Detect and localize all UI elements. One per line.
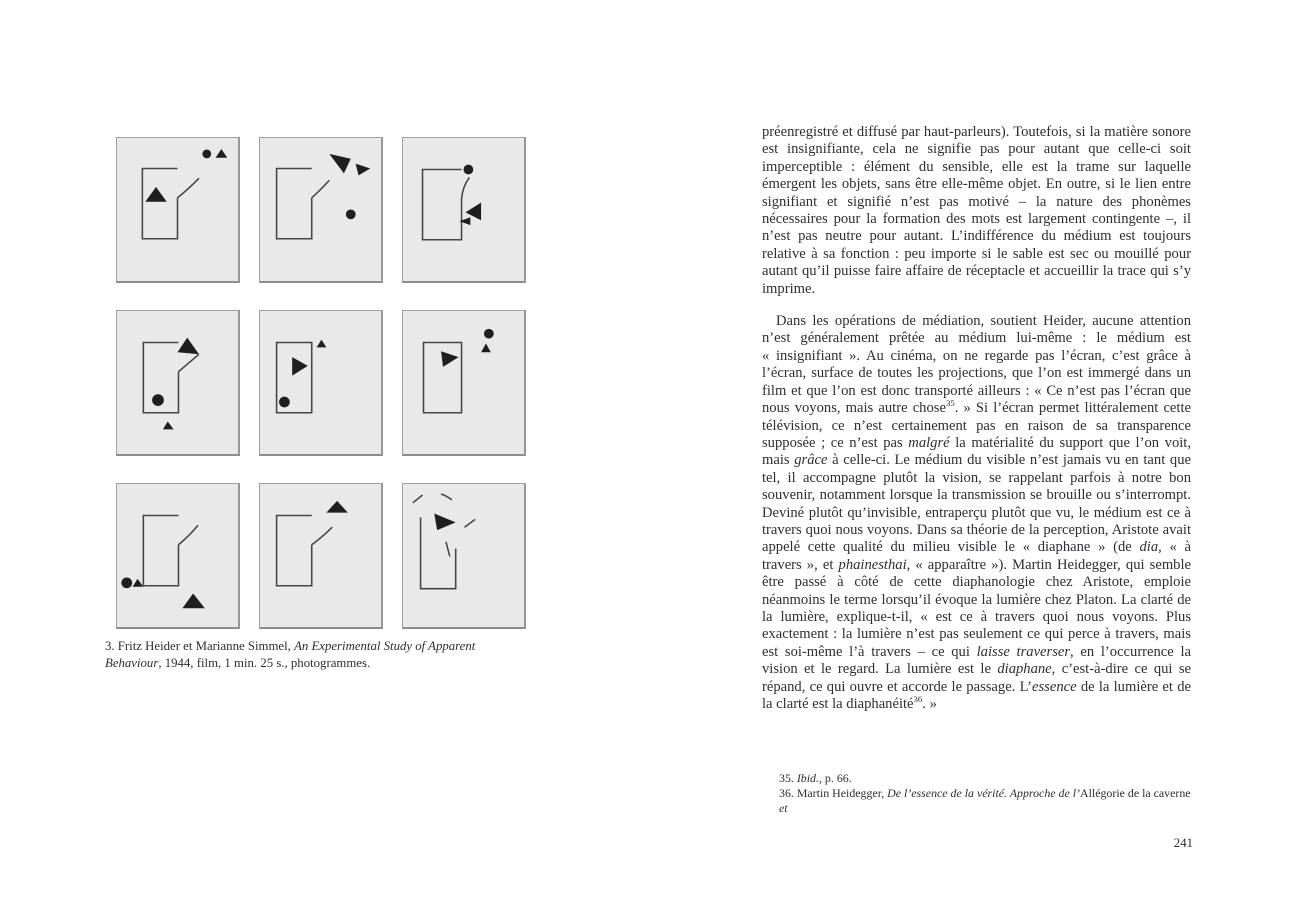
- footnote-36: 36. Martin Heidegger, De l’essence de la vérité. Approche de l’Allégorie de la caverne et: [779, 785, 1191, 815]
- paragraph-2: Dans les opérations de médiation, soutient Heider, aucune attention n’est généralement prêtée au médium lui-même : le médium est « insignifiant ». Au cinéma, on ne regarde pas l’écran, c’est grâce à l’écran, surface de toutes les projections, que l’on est immergé dans un film et que l’on est donc transporté ailleurs : « Ce n’est pas l’écran que nous voyons, mais autre chose$^{35}$. » Si l’écran permet littéralement cette télévision, ce n’est certainement pas en raison de sa transparence supposée ; ce n’est pas malgré la matérialité du support que l’on voit, mais grâce à celle-ci. Le médium du visible n’est jamais vu en tant que tel, il accompagne plutôt la vision, se rappelant parfois à notre bon souvenir, notamment lorsque la transmission se brouille ou s’interrompt. Deviné plutôt qu’invisible, entraperçu plutôt que vu, le médium est ce à travers quoi nous voyons. Dans sa théorie de la perception, Aristote avait appelé cette qualité du milieu visible le « diaphane » (de dia, « à travers », et phainesthai, « apparaître »). Martin Heidegger, qui semble être passé à côté de cette diaphanologie chez Aristote, emploie néanmoins le terme lorsqu’il évoque la lumière chez Platon. La clarté de la lumière, explique-t-il, « est ce à travers quoi nous voyons. Plus exactement : la lumière n’est pas seulement ce qui perce à travers, mais est soi-même l’à travers – ce qui laisse traverser, en l’occurrence la vision et le regard. La lumière est le diaphane, c’est-à-dire ce qui se répand, ce qui ouvre et accorde le passage. L’essence de la lumière et de la clarté est la diaphanéité$^{36}$. »: [762, 313, 1191, 712]
- photogram-frame-2: [259, 137, 383, 283]
- figure-caption: 3. Fritz Heider et Marianne Simmel, An Experimental Study of Apparent Behaviour, 1944, film, 1 min. 25 s., photogrammes.: [105, 639, 476, 670]
- photogram-grid: [116, 137, 526, 629]
- photogram-frame-7: [116, 483, 240, 629]
- photogram-frame-3: [402, 137, 526, 283]
- photogram-frame-4: [116, 310, 240, 456]
- photogram-frame-5: [259, 310, 383, 456]
- photogram-frame-8: [259, 483, 383, 629]
- page-number: 241: [1173, 836, 1193, 850]
- photogram-frame-6: [402, 310, 526, 456]
- footnote-35: 35. Ibid., p. 66.: [779, 771, 852, 785]
- footnotes: [779, 771, 1193, 815]
- paragraph-1: préenregistré et diffusé par haut-parleurs). Toutefois, si la matière sonore est insignifiante, cela ne signifie pas pour autant que celle-ci soit imperceptible : élément du sensible, elle est la trame sur laquelle émergent les objets, sans être elle-même objet. En outre, si le lien entre signifiant et signifié n’est pas motivé – la nature des phonèmes nécessaires pour la formation des mots est largement contingente –, il n’est pas neutre pour autant. L’indifférence du médium est toujours relative à sa fonction : peu importe si le sable est sec ou mouillé pour autant qu’il puisse faire affaire de réceptacle et accueillir la trace qui s’y imprime.: [762, 124, 1191, 297]
- body-text: [762, 124, 1191, 713]
- photogram-frame-1: [116, 137, 240, 283]
- photogram-frame-9: [402, 483, 526, 629]
